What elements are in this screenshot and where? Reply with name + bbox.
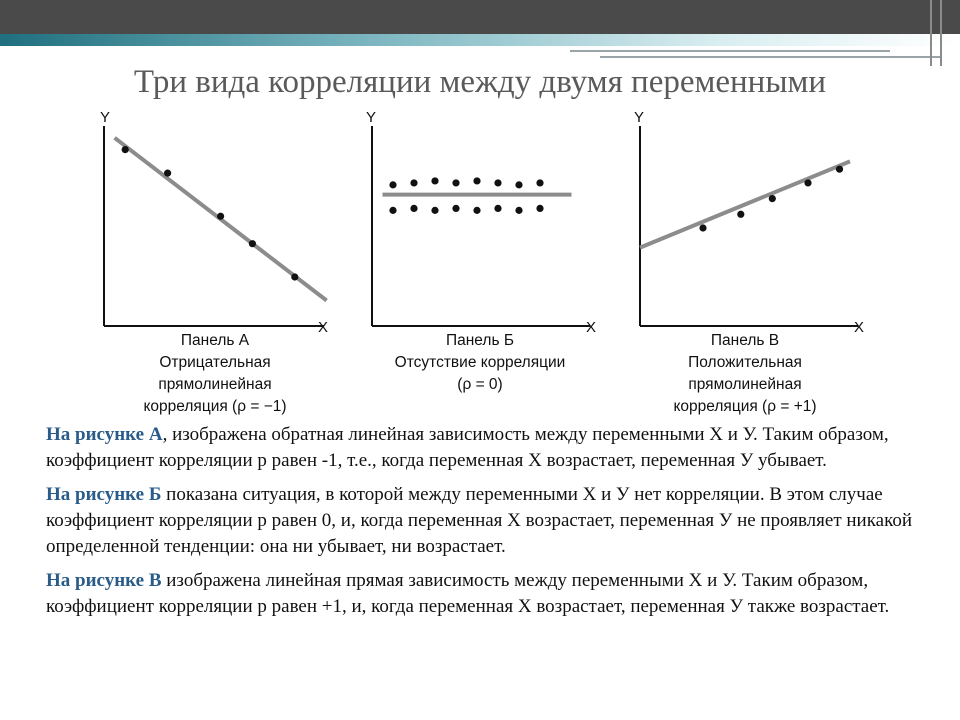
paragraph-b [46, 482, 926, 560]
x-axis-label: X [318, 319, 329, 336]
data-point [494, 205, 501, 212]
data-point [536, 205, 543, 212]
panel-b-caption [360, 330, 600, 396]
paragraph-lead: На рисунке Б [46, 484, 162, 505]
chart-panel-a [100, 109, 328, 336]
caption-line: Отсутствие корреляции [394, 354, 566, 371]
data-point [217, 213, 224, 220]
data-point [249, 240, 256, 247]
data-point [164, 170, 171, 177]
panel-a-caption [100, 330, 330, 418]
data-point [410, 179, 417, 186]
data-point [494, 179, 501, 186]
data-point [515, 207, 522, 214]
data-point [473, 177, 480, 184]
data-point [737, 211, 744, 218]
data-point [804, 179, 811, 186]
y-axis-label: Y [634, 109, 645, 126]
data-point [291, 273, 298, 280]
paragraph-c [46, 568, 926, 620]
caption-line: корреляция (ρ = −1) [143, 398, 287, 415]
data-point [122, 146, 129, 153]
paragraph-lead: На рисунке А [46, 424, 163, 445]
y-axis-label: Y [366, 109, 377, 126]
caption-line: Панель В [710, 332, 780, 349]
paragraph-body: изображена линейная прямая зависимость между переменными X и У. Таким образом, коэффициент корреляции р равен +1, и, когда переменная X возрастает, переменная У также возрастает. [46, 570, 890, 617]
caption-line: Положительная [688, 354, 802, 371]
caption-line: корреляция (ρ = +1) [673, 398, 817, 415]
x-axis-label: X [854, 319, 865, 336]
data-point [699, 224, 706, 231]
paragraph-a [46, 422, 926, 474]
y-axis-label: Y [100, 109, 111, 126]
data-point [452, 205, 459, 212]
data-point [431, 177, 438, 184]
paragraph-body: показана ситуация, в которой между переменными X и У нет корреляции. В этом случае коэффициент корреляции р равен 0, и, когда переменная X возрастает, переменная У не проявляет никакой определенной тенденции: она ни убывает, ни возрастает. [46, 484, 913, 557]
caption-line: (ρ = 0) [457, 376, 503, 393]
chart-panel-b [366, 109, 596, 336]
slide-title: Три вида корреляции между двумя переменными [133, 64, 827, 100]
data-point [389, 181, 396, 188]
caption-line: прямолинейная [688, 376, 802, 393]
data-point [452, 179, 459, 186]
chart-panel-c [634, 109, 864, 336]
data-point [536, 179, 543, 186]
caption-line: прямолинейная [158, 376, 272, 393]
data-point [410, 205, 417, 212]
caption-line: Панель А [180, 332, 250, 349]
description-text [46, 422, 926, 628]
data-point [515, 181, 522, 188]
panel-c-caption [630, 330, 860, 418]
x-axis-label: X [586, 319, 597, 336]
paragraph-body: , изображена обратная линейная зависимость между переменными X и У. Таким образом, коэффициент корреляции р равен -1, т.е., когда переменная X возрастает, переменная У убывает. [46, 424, 889, 471]
data-point [473, 207, 480, 214]
data-point [431, 207, 438, 214]
trend-line [640, 161, 850, 247]
caption-line: Панель Б [445, 332, 515, 349]
data-point [769, 195, 776, 202]
paragraph-lead: На рисунке В [46, 570, 162, 591]
data-point [836, 166, 843, 173]
caption-line: Отрицательная [159, 354, 271, 371]
data-point [389, 207, 396, 214]
